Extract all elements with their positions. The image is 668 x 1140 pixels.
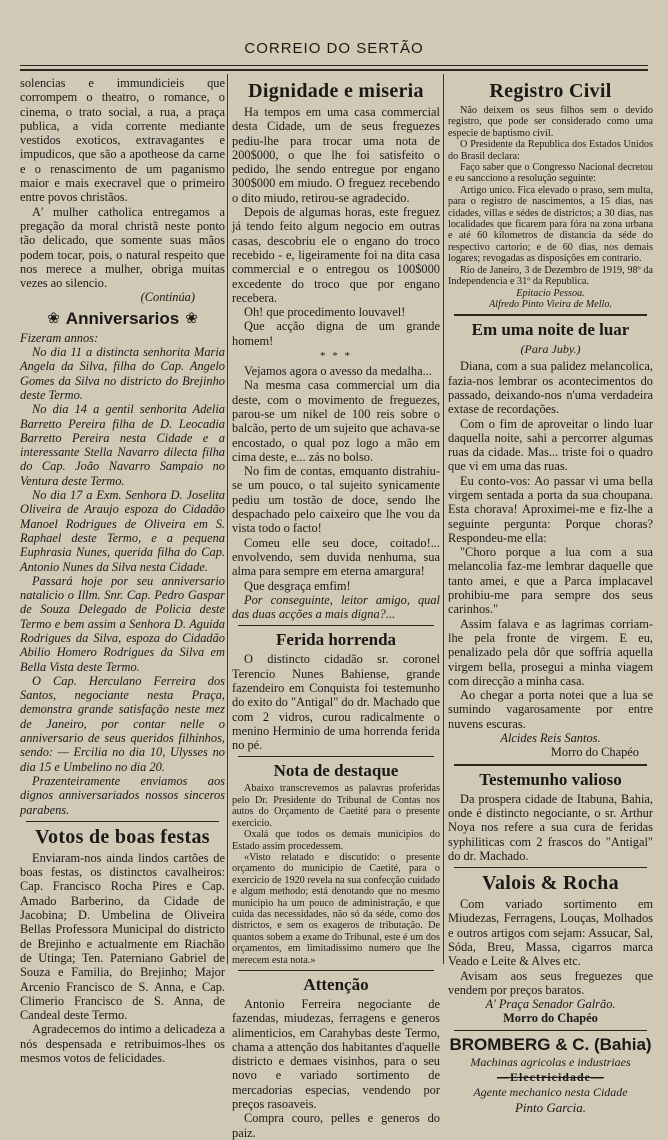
article-paragraph: Oh! que procedimento louvavel!: [244, 305, 406, 320]
masthead-rule-thick: [20, 69, 648, 71]
stars-separator: * * *: [320, 350, 352, 363]
bromberg-electricidade: —Electricidade—: [497, 1069, 604, 1084]
article-paragraph: Da prospera cidade de Itabuna, Bahia, onde é distincto negociante, o sr. Arthur Noya nos refere a sua cura de feridas syphiliticas com 2 frascos do "Antigal" do dr. Machado.: [448, 791, 653, 863]
article-paragraph: A' mulher catholica entregamos a pregação da moral christã neste ponto tão delicado, que somente suas mãos podem tocar, pois, o natural respeito que nos merece a mulher, obriga muitas vezes ao silencio.: [20, 204, 225, 291]
section-divider: [454, 764, 647, 766]
anniversary-item: No dia 17 a Exm. Senhora D. Joselita Oliveira de Araujo espoza do Cidadão Manoel Rodrigues de Oliveira em S. Raphael deste Termo, e a pequena Euphrasia Nunes, querida filha do Cap. Antonio Nunes da Silva nesta Cidade.: [20, 488, 225, 574]
nota-body: [232, 783, 440, 966]
votos-paragraph: Enviaram-nos ainda lindos cartões de boas festas, os distinctos cavalheiros: Cap. Francisco Rocha Pires e Cap. Amado Barberino, da Cidade de Jacobina; D. Umbelina de Oliveira Bellas Professora Municipal do districto de Brejinho e actualmente em Riachão de Utinga; Ten. Paterniano Gabriel de Souza e Familia, do Brejinho; Major Arcenio Francisco de S. Anna, e Cap. Climerio Francisco de S. Anna, de Candeal deste Termo.: [20, 850, 225, 1023]
anniversaries-header: [20, 309, 225, 329]
article-paragraph: O Presidente da Republica dos Estados Unidos do Brasil declara:: [448, 139, 653, 162]
article-paragraph: Antonio Ferreira negociante de fazendas, miudezas, ferragens e generos alimenticios, em Carahybas deste Termo, chama a attenção dos habitantes d'aquelle districto e demaes visinhos, para o seu novo e variado sortimento de mercadorias especias, vendendo por preços rasoaveis.: [232, 996, 440, 1112]
article-paragraph: Oxalá que todos os demais municipios do Estado assim procedessem.: [232, 829, 440, 852]
column-divider: [227, 74, 228, 964]
article-paragraph: Na mesma casa commercial um dia deste, com o movimento de freguezes, parou-se um nikel de 100 reis sobre o balcão, perto de um sujeito que achava-se encostado, o qual poz logo a mão em cima deste, e... zás no bolso.: [232, 378, 440, 464]
registro-body: [448, 105, 653, 310]
article-paragraph: Ao chegar a porta notei que a lua se sumindo vagarosamente por entre nuvens escuras.: [448, 688, 653, 731]
bromberg-agent: Agente mechanico nesta Cidade: [473, 1084, 628, 1099]
bromberg-line: Machinas agricolas e industriaes: [470, 1054, 631, 1069]
votos-title: Votos de boas festas: [35, 825, 210, 848]
section-divider: [454, 867, 647, 868]
article-paragraph: Por conseguinte, leitor amigo, qual das duas acções a mais digna?...: [232, 592, 440, 622]
article-paragraph: Não deixem os seus filhos sem o devido registro, que pode ser considerado como uma especie de baptismo civil.: [448, 105, 653, 139]
article-paragraph: Depois de algumas horas, este freguez já tendo feito algum negocio em outras casas, descobriu ele o engano do troco recebido - e, ligeiramente foi na dita casa commercial e o entregou os 100$000 excedente do troco que por engano recebera.: [232, 205, 440, 305]
luar-subtitle: (Para Juby.): [520, 342, 581, 357]
ornament-icon: ❀: [47, 311, 60, 328]
section-divider: [238, 970, 434, 971]
anniversary-item: Passará hoje por seu anniversario natalicio o Illm. Snr. Cap. Pedro Gaspar de Souza Delegado de Policia deste Termo e bem assim a Senhora D. Aguida Rodrigues da Silva, espoza do Cidadão Abilio Homero Rodrigues da Silva em Bella Vista deste Termo.: [20, 573, 225, 674]
ad-paragraph: Com variado sortimento em Miudezas, Ferragens, Louças, Molhados e outros artigos com sejam: Assucar, Sal, Sóda, Breu, Massa, cigarros marca Veado e Leite & Alves etc.: [448, 897, 653, 969]
quote-paragraph: «Visto relatado e discutido: o presente orçamento do municipio de Caetité, para o exercicio de 1920 revela na sua confecção cuidado e algum methodo; está denotando que no mesmo municipio ha um pouco de administração, e que cuida das necessidades, não só da séde, como dos districtos, e sem os exageros de tributação. De quantos sobem a exame do Tribunal, este é um dos orçamentos, em limitadissimo numero que lhe merecem esta nota.»: [232, 851, 440, 966]
article-paragraph: Eu conto-vos: Ao passar vi uma bella virgem sentada a porta da sua choupana. Esta chorava! Aproximei-me e fiz-lhe a seguinte pergunta: Porque choras? Respondeu-me ella:: [448, 473, 653, 545]
article-paragraph: Artigo unico. Fica elevado o praso, sem multa, para o registro de nascimentos, a 15 dias, nas cidades, villas e sédes de districtos; a 30 dias, nas localidades que ficarem para fóra na zona urbana e até 60 kilometros de distancia da séde do respectivo cartorio; e de 60 dias, nos demais logares; revogadas as disposições em contrario.: [448, 184, 653, 265]
author-place: Morro do Chapéo: [550, 745, 639, 760]
section-divider: [238, 756, 434, 757]
masthead: CORREIO DO SERTÃO: [244, 40, 424, 57]
article-paragraph: Que acção digna de um grande homem!: [232, 319, 440, 348]
article-paragraph: No fim de contas, emquanto distrahiu-se um pouco, o tal sujeito synicamente pediu um tostão de doce, sendo lhe despachado pelo caixeiro que lhe vou da vista todo o facto!: [232, 464, 440, 536]
votos-paragraph: Agradecemos do intimo a delicadeza a nós despensada e retribuimos-lhes os mesmos votos de felicidades.: [20, 1022, 225, 1065]
attencao-title: Attenção: [303, 974, 369, 994]
ad-place: Morro do Chapéo: [503, 1011, 598, 1026]
article-paragraph: Compra couro, pelles e generos do paiz.: [232, 1111, 440, 1140]
luar-title: Em uma noite de luar: [471, 320, 630, 340]
article-paragraph: Vejamos agora o avesso da medalha...: [244, 364, 432, 379]
continua-note: (Continúa): [140, 290, 195, 305]
masthead-rule: [20, 65, 648, 66]
section-divider: [454, 314, 647, 316]
article-paragraph: Comeu elle seu doce, coitado!... envolvendo, sem duvida nenhuma, sua alma para sempre em eterna amargura!: [232, 535, 440, 579]
article-paragraph: Ha tempos em uma casa commercial desta Cidade, um de seus freguezes pediu-lhe para trocar uma nota de 200$000, o que lhe foi satisfeito o pedido, lhe sendo entregue por engano 300$000 em miudo. O freguez recebendo o dito miudo, retirou-se agradecido.: [232, 105, 440, 205]
article-paragraph: Rio de Janeiro, 3 de Dezembro de 1919, 98º da Independencia e 31º da Republica.: [448, 264, 653, 288]
article-paragraph: O distincto cidadão sr. coronel Terencio Nunes Bahiense, grande fazendeiro em Conquista foi testemunho do exito do "Antigal" do dr. Machado que com 2 vidros, curou radicalmente o menino Herminio de uma horrenda ferida no pé.: [232, 652, 440, 753]
anniversary-item: O Cap. Herculano Ferreira dos Santos, negociante nesta Praça, demonstra grande satisfação neste mez de Janeiro, por contar nelle o anniversario de seus queridos filhinhos, sendo: — Ercilia no dia 10, Ulysses no dia 15 e Umbelino no dia 20.: [20, 673, 225, 774]
anniversaries-title: Anniversarios: [65, 308, 180, 328]
ad-address: A' Praça Senador Galrão.: [485, 997, 616, 1012]
dignidade-title: Dignidade e miseria: [248, 80, 424, 102]
section-divider: [454, 1030, 647, 1031]
column-1: [20, 76, 225, 1065]
article-paragraph: Faço saber que o Congresso Nacional decretou e eu sancciono a resolução seguinte:: [448, 162, 653, 185]
bromberg-name: Pinto Garcia.: [514, 1099, 586, 1115]
nota-title: Nota de destaque: [273, 761, 399, 781]
ornament-icon: ❀: [185, 311, 198, 328]
ferida-title: Ferida horrenda: [275, 630, 397, 650]
anniversary-item: No dia 11 a distincta senhorita Maria Angela da Silva, filha do Cap. Angelo Gomes da Silva no districto do Brejinho deste Termo.: [20, 345, 225, 402]
registro-title: Registro Civil: [489, 80, 612, 102]
column-3: [448, 76, 653, 1115]
article-paragraph: Com o fim de aproveitar o lindo luar daquella noite, sahi a percorrer algumas ruas da cidade. Mas... triste foi o quadro que vi em uma das ruas.: [448, 416, 653, 474]
column-2: [232, 76, 440, 1140]
signature: Epitacio Pessoa.: [516, 287, 585, 299]
author-signature: Alcides Reis Santos.: [500, 731, 601, 746]
anniversary-item: No dia 14 a gentil senhorita Adelia Barretto Pereira filha de D. Leocadia Barretto Pereira nesta Cidade e a interessante Stella Navarro dilecta filha do Cap. João Navarro Sampaio no Ventura deste Termo.: [20, 402, 225, 488]
bromberg-title: BROMBERG & C. (Bahia): [449, 1034, 652, 1054]
ad-paragraph: Avisam aos seus freguezes que vendem por preços baratos.: [448, 968, 653, 997]
article-paragraph: Abaixo transcrevemos as palavras proferidas pelo Dr. Presidente do Tribunal de Contas nos autos do Orçamento de Caetité para o presente exercicio.: [232, 783, 440, 829]
article-paragraph: Diana, com a sua palidez melancolica, fazia-nos lembrar os acontecimentos do passado, deixando-nos n'uma verdadeira extase de recordações.: [448, 359, 653, 417]
anniversary-closing: Prazenteiramente enviamos aos dignos anniversariados nossos sinceros parabens.: [20, 773, 225, 817]
section-divider: [26, 821, 219, 822]
article-paragraph: Que desgraça emfim!: [244, 578, 351, 593]
article-paragraph: Assim falava e as lagrimas corriam-lhe pela fronte de virgem. E eu, penalizado pela dôr que soffria aquella virgem bella, prosegui a minha viagem com direcção a minha casa.: [448, 616, 653, 688]
testemunho-title: Testemunho valioso: [479, 769, 622, 789]
section-divider: [238, 625, 434, 626]
signature: Alfredo Pinto Vieira de Mello.: [488, 298, 613, 310]
article-continuation: solencias e immundicieis que corrompem o theatro, o romance, o cinema, o trato social, a rua, a praça publica, a vida corrente mediante vestidos exoticos, extravagantes e impudicos, que são a apotheose da carne e o renascimento de um paganismo maior e mais execravel que o primeiro entre povos christãos.: [20, 76, 225, 205]
valois-title: Valois & Rocha: [482, 872, 619, 895]
anniversaries-intro: Fizeram annos:: [20, 330, 99, 345]
column-divider: [443, 74, 444, 964]
article-paragraph: "Choro porque a lua com a sua melancolia faz-me lembrar daquelle que tanto amei, e que a Parca implacavel prohibiu-me para sempre dos seus carinhos.": [448, 545, 653, 617]
